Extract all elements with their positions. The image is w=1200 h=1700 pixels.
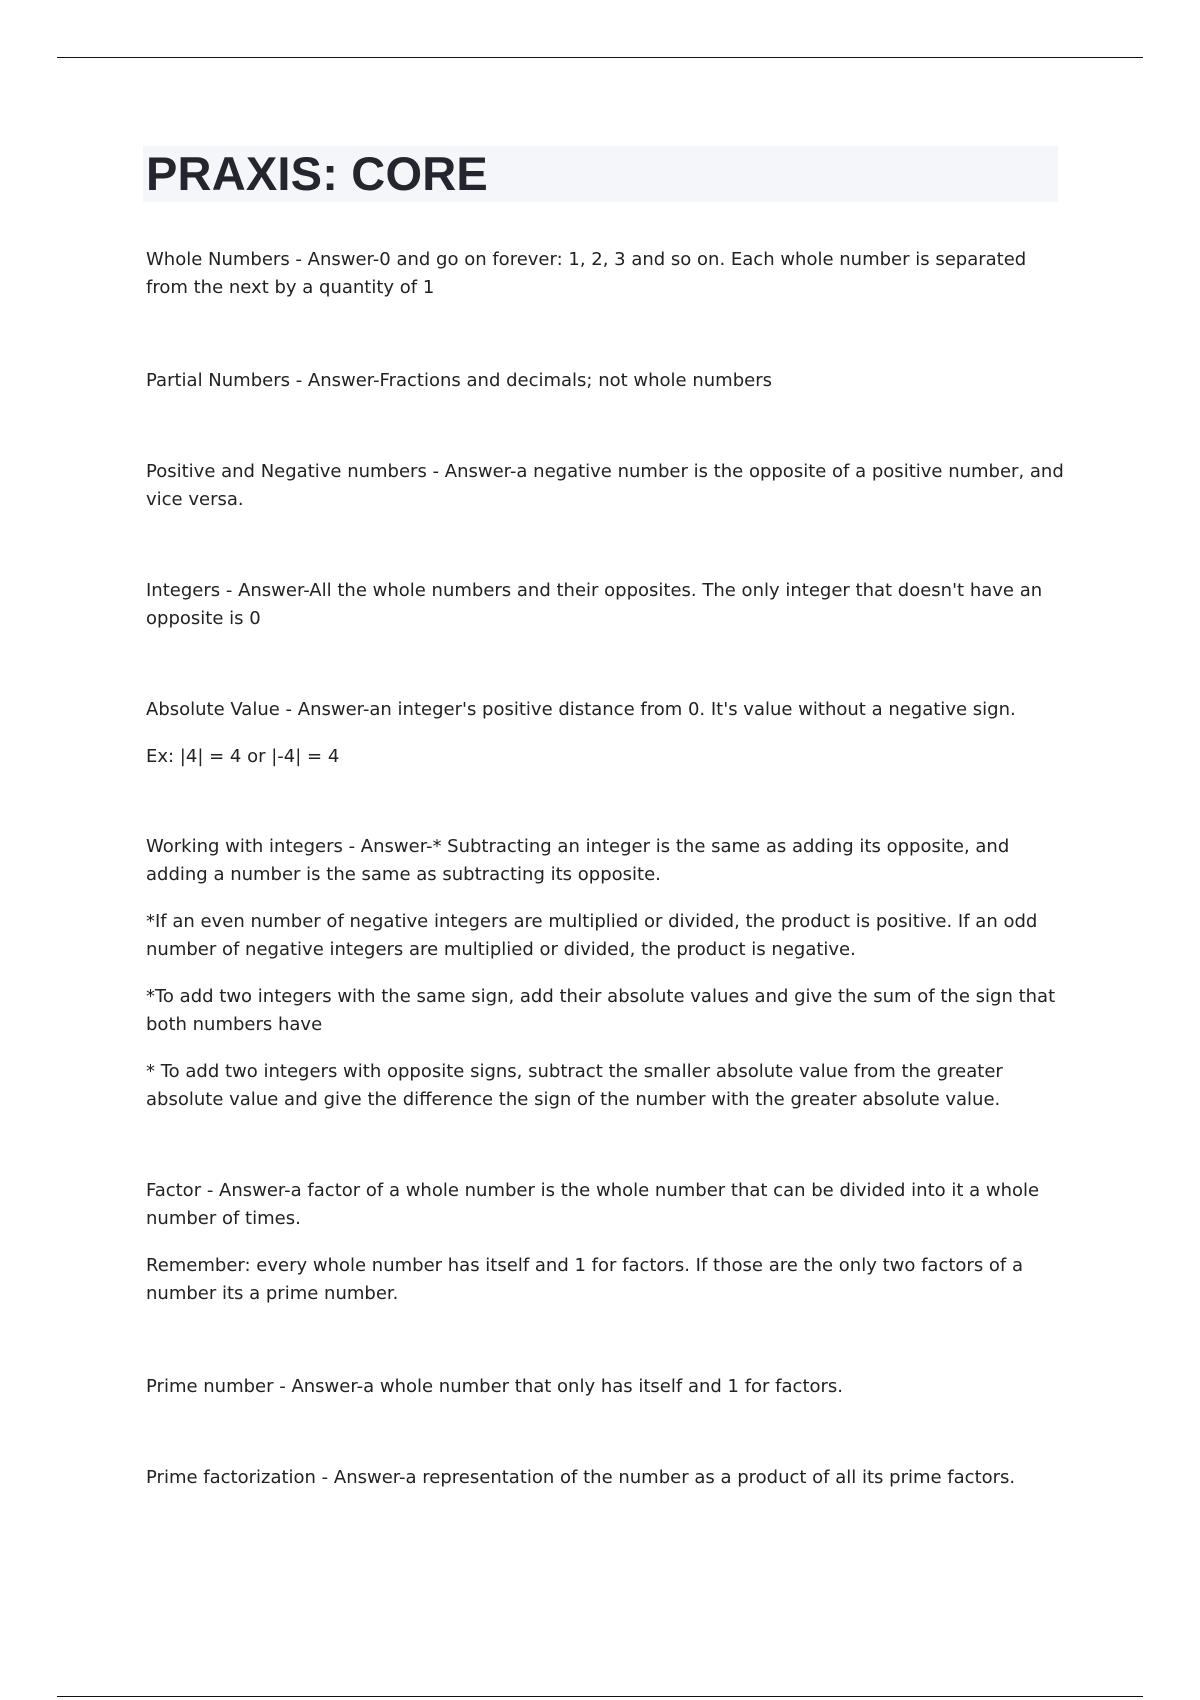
entry-absolute-value: Absolute Value - Answer-an integer's positive distance from 0. It's value without a negative sign. (146, 699, 1016, 720)
entry-working-with-integers: Working with integers - Answer-* Subtracting an integer is the same as adding its opposite, and adding a number is the same as subtracting its opposite. (146, 836, 1010, 885)
entry-integer-rule-same-sign: *To add two integers with the same sign, add their absolute values and give the sum of the sign that both numbers have (146, 986, 1056, 1035)
entry-integers: Integers - Answer-All the whole numbers and their opposites. The only integer that doesn't have an opposite is 0 (146, 580, 1043, 629)
entry-integer-rule-opposite-sign: * To add two integers with opposite signs, subtract the smaller absolute value from the greater absolute value and give the difference the sign of the number with the greater absolute value. (146, 1061, 1003, 1110)
entry-positive-negative-numbers: Positive and Negative numbers - Answer-a negative number is the opposite of a positive number, and vice versa. (146, 461, 1064, 510)
entry-factor-remember: Remember: every whole number has itself and 1 for factors. If those are the only two factors of a number its a prime number. (146, 1255, 1024, 1304)
entry-whole-numbers: Whole Numbers - Answer-0 and go on forever: 1, 2, 3 and so on. Each whole number is separated from the next by a quantity of 1 (146, 249, 1027, 298)
entry-partial-numbers: Partial Numbers - Answer-Fractions and decimals; not whole numbers (146, 370, 772, 391)
entry-prime-number: Prime number - Answer-a whole number that only has itself and 1 for factors. (146, 1376, 844, 1397)
entry-integer-rule-multiply: *If an even number of negative integers are multiplied or divided, the product is positive. If an odd number of negative integers are multiplied or divided, the product is negative. (146, 911, 1038, 960)
title-banner (143, 146, 1058, 202)
bottom-divider (57, 1696, 1143, 1697)
entry-prime-factorization: Prime factorization - Answer-a representation of the number as a product of all its prime factors. (146, 1467, 1016, 1488)
entry-factor: Factor - Answer-a factor of a whole number is the whole number that can be divided into it a whole number of times. (146, 1180, 1040, 1229)
entry-absolute-value-example: Ex: |4| = 4 or |-4| = 4 (146, 746, 340, 767)
top-divider (57, 57, 1143, 58)
page-title: PRAXIS: CORE (146, 147, 488, 200)
